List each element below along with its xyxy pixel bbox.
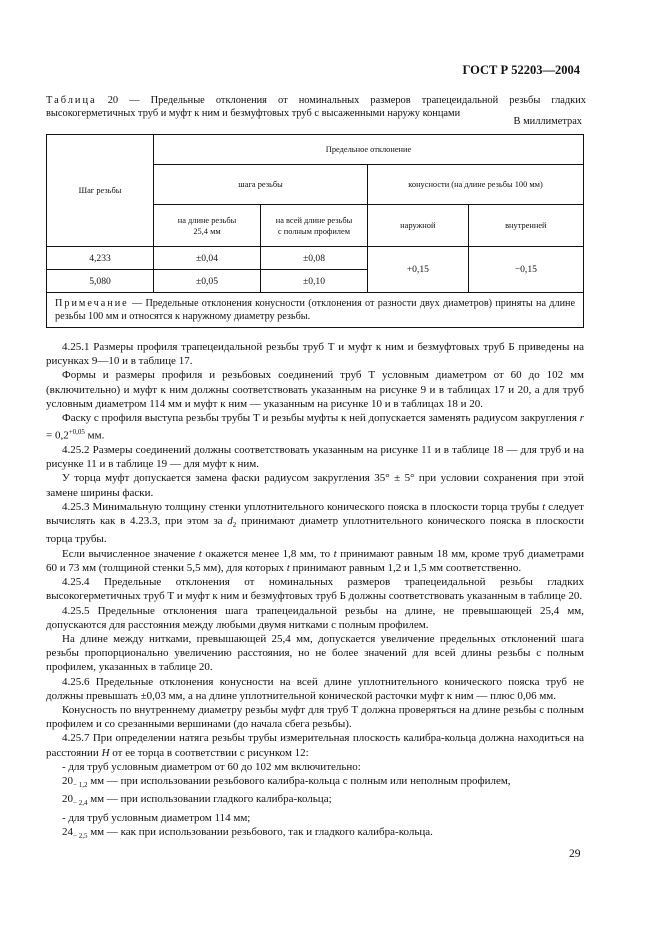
subscript: − 1,2 xyxy=(73,781,88,790)
table-note-text: — Предельные отклонения конусности (отклонения от разности двух диаметров) приняты на длине резьбы 100 мм и относятся к наружному диаметру резьбы. xyxy=(55,298,575,322)
header-limit-deviation: Предельное отклонение xyxy=(154,135,584,165)
cell-full-dev: ±0,08 xyxy=(261,247,368,270)
table-note xyxy=(47,293,584,328)
var-t: t xyxy=(333,547,337,560)
paragraph xyxy=(46,411,584,443)
cell-length-dev: ±0,04 xyxy=(154,247,261,270)
table-caption xyxy=(46,94,586,120)
text-run: принимают равным 18 мм, кроме труб диаметрами 60 и 73 мм (толщиной стенки 5,5 мм), для которых xyxy=(46,547,584,574)
table-note-row xyxy=(47,293,584,328)
text-run: мм — как при использовании резьбового, так и гладкого калибра-кольца. xyxy=(87,825,433,838)
var-t: t xyxy=(198,547,202,560)
document-id: ГОСТ Р 52203—2004 xyxy=(462,63,580,77)
text-run: мм — при использовании резьбового калибра-кольца с полным или неполным профилем, xyxy=(87,774,511,787)
header-full-length xyxy=(261,205,368,247)
text-run: Фаску с профиля выступа резьбы трубы Т и резьбы муфты к ней допускается заменять радиусом закругления xyxy=(62,412,580,425)
table-note-prefix: Примечание xyxy=(55,298,129,309)
paragraph: 4.25.5 Предельные отклонения шага трапецеидальной резьбы на длине, не превышающей 25,4 мм, допускаются для расстояния между любыми двумя нитками с полным профилем. xyxy=(46,604,584,631)
var-t: t xyxy=(286,561,290,574)
text-run: 20 xyxy=(62,793,73,806)
paragraph xyxy=(46,792,584,810)
table-caption-text: 20 — Предельные отклонения от номинальных размеров трапецеидальной резьбы гладких высокогерметичных труб и муфт к ним и безмуфтовых труб с высаженными наружу концами xyxy=(46,95,586,119)
paragraph: Конусность по внутреннему диаметру резьбы муфт для труб Т должна проверяться на длине резьбы с полным профилем и со срезанными вершинами (до начала сбега резьбы). xyxy=(46,703,584,731)
header-full-length-line2: с полным профилем xyxy=(277,226,350,236)
table-caption-prefix: Таблица xyxy=(46,95,97,106)
subscript: 2 xyxy=(232,521,237,530)
paragraph: На длине между нитками, превышающей 25,4 мм, допускается увеличение предельных отклонений шага резьбы пропорционально увеличению расстояния, но не более значений для всей длины резьбы с полным профилем, указанных в таблице 20. xyxy=(46,632,584,674)
header-full-length-line1: на всей длине резьбы xyxy=(275,215,353,225)
body-text xyxy=(46,340,584,843)
table-row xyxy=(47,247,584,270)
text-run: 4.25.7 При определении натяга резьбы трубы измерительная плоскость калибра-кольца должна находиться на расстоянии xyxy=(46,732,584,759)
header-internal: внутренней xyxy=(468,205,583,247)
paragraph: 4.25.1 Размеры профиля трапецеидальной резьбы труб Т и муфт к ним и безмуфтовых труб Б приведены на рисунках 9—10 и в таблице 17. xyxy=(46,341,584,368)
paragraph: У торца муфт допускается замена фаски радиусом закругления 35° ± 5° при условии сохранения при этой замене ширины фаски. xyxy=(46,472,584,499)
text-run: следует вычислять как в 4.23.3, при этом за xyxy=(46,500,584,528)
cell-length-dev: ±0,05 xyxy=(154,270,261,293)
var-h: H xyxy=(101,746,110,759)
text-run: принимают равным 1,2 и 1,5 мм соответственно. xyxy=(289,561,522,574)
header-length-25 xyxy=(154,205,261,247)
cell-full-dev: ±0,10 xyxy=(261,270,368,293)
header-length-25-line1: на длине резьбы xyxy=(177,215,237,225)
paragraph: - для труб условным диаметром 114 мм; xyxy=(62,811,251,824)
text-run: от ее торца в соответствии с рисунком 12: xyxy=(109,746,309,759)
text-run: Если вычисленное значение xyxy=(62,547,199,560)
text-run: мм. xyxy=(84,429,105,442)
text-run: принимают диаметр уплотнительного конического пояска в плоскости торца трубы. xyxy=(46,515,584,546)
header-external: наружной xyxy=(368,205,469,247)
text-run: 4.25.3 Минимальную толщину стенки уплотнительного конического пояска в плоскости торца трубы xyxy=(62,500,543,513)
subscript: − 2,4 xyxy=(73,799,88,808)
header-pitch: шага резьбы xyxy=(154,165,368,205)
text-run: 24 xyxy=(62,825,73,838)
var-t: t xyxy=(542,500,546,513)
paragraph: 4.25.4 Предельные отклонения от номинальных размеров трапецеидальной резьбы гладких высокогерметичных труб Т и муфт к ним и безмуфтовых труб Б должны соответствовать указанным в таблице 20. xyxy=(46,576,584,603)
page-number: 29 xyxy=(569,848,581,860)
paragraph: - для труб условным диаметром от 60 до 102 мм включительно: xyxy=(62,760,361,773)
cell-taper-external: +0,15 xyxy=(368,247,469,293)
var-r: r xyxy=(579,412,584,425)
header-length-25-line2: 25,4 мм xyxy=(193,226,221,236)
paragraph: Формы и размеры профиля и резьбовых соединений труб Т условным диаметром от 60 до 102 мм (включительно) и муфт к ним должны соответствовать указанным на рисунке 9 и в таблицах 17 и 20, а для труб условным диаметром 114 мм и муфт к ним — указанным на рисунке 10 и в таблицах 18 и 20. xyxy=(46,369,584,410)
superscript: +0,05 xyxy=(68,428,85,437)
header-taper: конусности (на длине резьбы 100 мм) xyxy=(368,165,584,205)
paragraph xyxy=(46,500,584,547)
cell-step: 4,233 xyxy=(47,247,154,270)
text-run: = 0,2 xyxy=(46,429,69,442)
text-run: окажется менее 1,8 мм, то xyxy=(201,547,334,560)
tolerance-table xyxy=(46,134,584,328)
header-thread-step: Шаг резьбы xyxy=(47,135,154,247)
paragraph: 4.25.6 Предельные отклонения конусности на всей длине уплотнительного конического пояска труб не должны превышать ±0,03 мм, а на длине уплотнительной конической расточки муфт к ним — плюс 0,06 мм. xyxy=(46,675,584,702)
text-run: мм — при использовании гладкого калибра-кольца; xyxy=(87,793,332,806)
var-d: d xyxy=(227,515,233,528)
subscript: − 2,5 xyxy=(73,832,88,841)
paragraph: 4.25.2 Размеры соединений должны соответствовать указанным на рисунке 11 и в таблице 18 — для труб и на рисунке 11 и в таблице 19 — для муфт к ним. xyxy=(46,444,584,471)
paragraph xyxy=(46,825,584,843)
text-run: 20 xyxy=(62,774,73,787)
paragraph xyxy=(46,774,584,792)
units-label: В миллиметрах xyxy=(513,116,582,127)
cell-taper-internal: −0,15 xyxy=(468,247,583,293)
paragraph xyxy=(46,731,584,759)
cell-step: 5,080 xyxy=(47,270,154,293)
paragraph xyxy=(46,547,584,575)
